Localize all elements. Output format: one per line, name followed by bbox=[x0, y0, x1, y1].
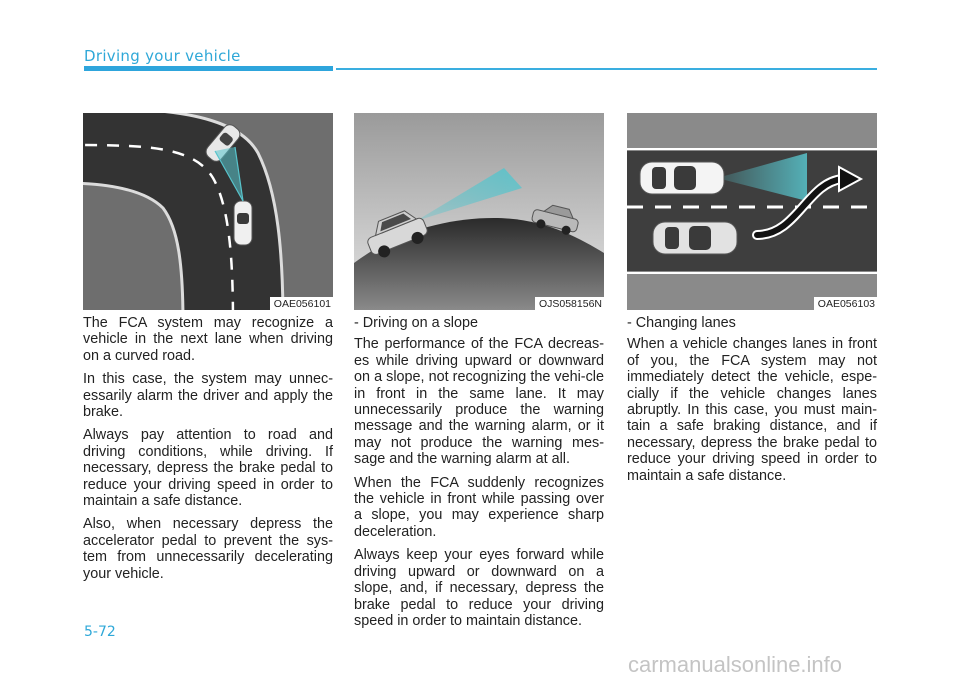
header-rule-thick bbox=[84, 66, 333, 71]
paragraph: In this case, the system may unnec-essarily alarm the driver and apply the brake. bbox=[83, 371, 333, 421]
paragraph: The performance of the FCA decreas-es while driving upward or downward on a slope, not recognizing the vehi-cle in front in the same lane. It may unnecessarily produce the warning message and the warning alarm, or it may not produce the warning mes-sage and the warning alarm at all. bbox=[354, 336, 604, 468]
paragraph: When the FCA suddenly recognizes the vehicle in front while passing over a slope, you may experience sharp deceleration. bbox=[354, 474, 604, 540]
lane-change-figure bbox=[627, 113, 877, 310]
paragraph: The FCA system may recognize a vehicle in the next lane when driving on a curved road. bbox=[83, 315, 333, 364]
section-title: Driving your vehicle bbox=[84, 47, 241, 65]
figure-caption: OAE056101 bbox=[270, 297, 333, 310]
figure-caption: OJS058156N bbox=[535, 297, 604, 310]
slope-illustration bbox=[354, 113, 604, 310]
paragraph: Always pay attention to road and driving conditions, while driving. If necessary, depress the brake pedal to reduce your driving speed in order to maintain a safe distance. bbox=[83, 427, 333, 510]
paragraph: When a vehicle changes lanes in front of you, the FCA system may not immediately detect the vehicle, espe-cially if the vehicle changes lanes abruptly. In this case, you must main-tain a safe braking distance, and if necessary, depress the brake pedal to reduce your driving speed in order to maintain a safe distance. bbox=[627, 336, 877, 484]
lane-change-illustration bbox=[627, 113, 877, 310]
watermark: carmanualsonline.info bbox=[628, 652, 843, 677]
paragraph: Always keep your eyes forward while driving upward or downward on a slope, and, if necessary, depress the brake pedal to reduce your driving speed in order to maintain distance. bbox=[354, 547, 604, 629]
body-text bbox=[354, 315, 604, 629]
curved-road-illustration bbox=[83, 113, 333, 310]
figure-caption: OAE056103 bbox=[814, 297, 877, 310]
column-lane-change bbox=[627, 113, 877, 491]
subheading: - Changing lanes bbox=[627, 315, 736, 331]
column-slope bbox=[354, 113, 604, 636]
column-curved-road bbox=[83, 113, 333, 589]
body-text bbox=[627, 315, 877, 484]
body-text bbox=[83, 315, 333, 582]
curved-road-figure bbox=[83, 113, 333, 310]
header-rule-thin bbox=[336, 68, 877, 70]
subheading: - Driving on a slope bbox=[354, 315, 478, 331]
slope-figure bbox=[354, 113, 604, 310]
page-number: 5-72 bbox=[84, 624, 116, 640]
paragraph: Also, when necessary depress the accelerator pedal to prevent the sys-tem from unnecessarily decelerating your vehicle. bbox=[83, 516, 333, 582]
